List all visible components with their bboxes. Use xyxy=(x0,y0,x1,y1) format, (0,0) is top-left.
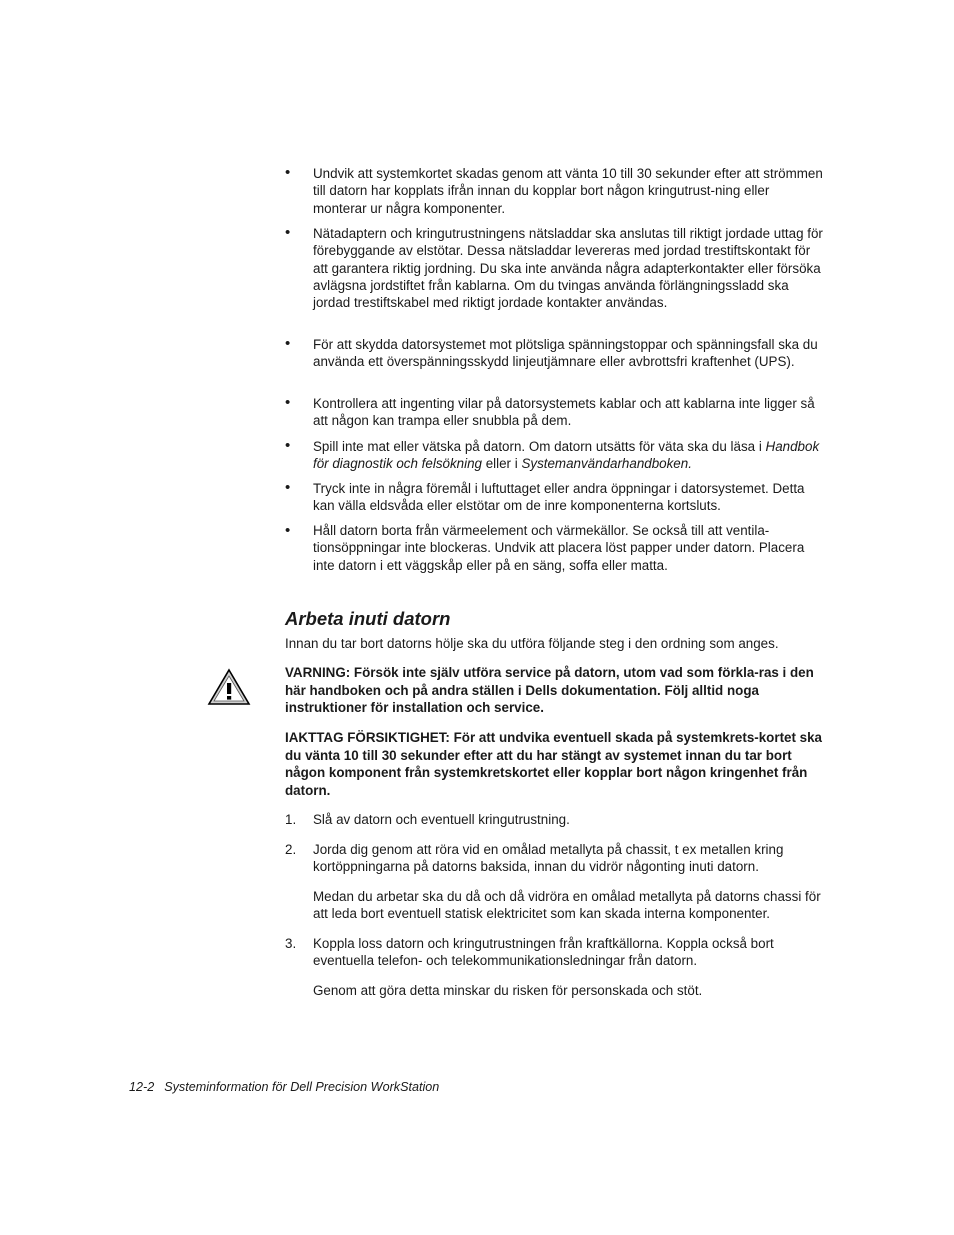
warning-text: VARNING: Försök inte själv utföra service på datorn, utom vad som förkla-ras i den här handboken och på andra ställen i Dells dokumentation. Följ alltid noga instruktioner för installation och service. xyxy=(285,665,814,716)
bullet-item: Kontrollera att ingenting vilar på datorsystemets kablar och att kablarna inte ligger så att någon kan trampa eller snubbla på dem. xyxy=(313,396,815,429)
bullet-item: Tryck inte in några föremål i luftuttaget eller andra öppningar i datorsystemet. Detta kan välla eldsvåda eller elstötar om de inre komponenterna kortsluts. xyxy=(313,481,805,514)
bullet-marker: • xyxy=(285,164,291,181)
bullet-marker: • xyxy=(285,224,291,241)
manual-title-user-guide: Systemanvändarhandboken. xyxy=(521,456,692,472)
section-intro: Innan du tar bort datorns hölje ska du utföra följande steg i den ordning som anges. xyxy=(285,636,779,651)
bullet-text: Spill inte mat eller vätska på datorn. Om datorn utsätts för väta ska du läsa i xyxy=(313,439,766,454)
step-note: Genom att göra detta minskar du risken för personskada och stöt. xyxy=(313,983,703,998)
page-footer xyxy=(129,1079,439,1096)
bullet-item: Nätadaptern och kringutrustningens nätsladdar ska anslutas till riktigt jordade uttag för förebyggande av elstötar. Dessa nätsladdar levereras med jordad trestiftskontakt för att garantera riktig jordning. Du ska inte använda några adapterkontakter eller försöka avlägsna jordstiftet från kablarna. Om du tvingas använda förlängningssladd ska jordad trestiftskabel med riktigt jordade kontakter användas. xyxy=(313,226,823,311)
step-text: Slå av datorn och eventuell kringutrustning. xyxy=(313,812,570,827)
bullet-item: För att skydda datorsystemet mot plötsliga spänningstoppar och spänningsfall ska du använda ett överspänningsskydd linjeutjämnare eller avbrottsfri kraftenhet (UPS). xyxy=(313,337,818,370)
step-number: 1. xyxy=(285,812,297,827)
step-text: Jorda dig genom att röra vid en omålad metallyta på chassit, t ex metallen kring kortöppningarna på datorns baksida, innan du vidrör någonting inuti datorn. xyxy=(313,842,784,875)
bullet-marker: • xyxy=(285,335,291,352)
bullet-text: eller i xyxy=(481,456,522,472)
bullet-marker: • xyxy=(285,479,291,496)
bullet-marker: • xyxy=(285,522,291,539)
manual-title-diagnostics: Handbok för diagnostik och felsökning xyxy=(313,439,820,472)
bullet-item: Håll datorn borta från värmeelement och värmekällor. Se också till att ventila-tionsöppningar inte blockeras. Undvik att placera löst papper under datorn. Placera inte datorn i ett väggskåp eller på en säng, soffa eller matta. xyxy=(313,523,805,573)
step-note: Medan du arbetar ska du då och då vidröra en omålad metallyta på datorns chassi för att leda bort eventuell statisk elektricitet som kan skada interna komponenter. xyxy=(313,889,821,922)
warning-triangle-icon xyxy=(207,668,251,706)
bullet-marker: • xyxy=(285,394,291,411)
page-number: 12-2 xyxy=(129,1080,155,1094)
section-heading: Arbeta inuti datorn xyxy=(285,608,451,629)
bullet-marker: • xyxy=(285,437,291,454)
step-number: 3. xyxy=(285,936,297,951)
step-text: Koppla loss datorn och kringutrustningen från kraftkällorna. Koppla också bort eventuella telefon- och telekommunikationsledningar från datorn. xyxy=(313,936,774,969)
footer-title: Systeminformation för Dell Precision WorkStation xyxy=(164,1080,440,1094)
bullet-item: Undvik att systemkortet skadas genom att vänta 10 till 30 sekunder efter att strömmen till datorn har kopplats ifrån innan du kopplar bort någon kringutrust-ning eller monterar ur några komponenter. xyxy=(313,166,823,216)
step-number: 2. xyxy=(285,842,297,857)
bullet-item xyxy=(313,438,825,473)
caution-text: IAKTTAG FÖRSIKTIGHET: För att undvika eventuell skada på systemkrets-kortet ska du vänta 10 till 30 sekunder efter att du har stängt av systemet innan du tar bort någon komponent från systemkretskortet eller kopplar bort någon kringenhet från datorn. xyxy=(285,730,823,798)
